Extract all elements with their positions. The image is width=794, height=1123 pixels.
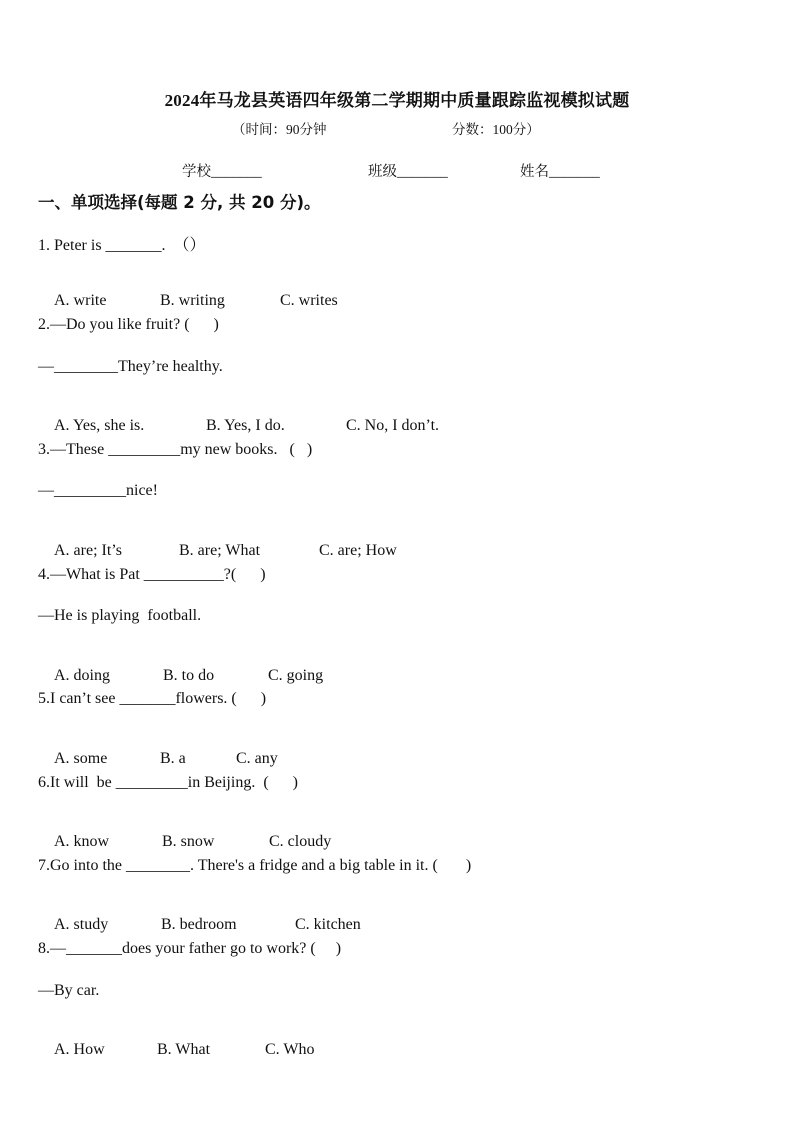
exam-time: （时间：90分钟 [232,122,327,137]
option-b: B. What [157,1041,211,1058]
option-b: B. a [160,750,186,767]
option-c: C. writes [280,292,338,309]
option-c: C. any [236,750,278,767]
question-8-options [38,1023,314,1077]
option-a: A. doing [54,667,110,684]
school-field: 学校_______ [182,164,262,180]
question-6-stem: 6.It will be _________in Beijing. ( ) [38,774,298,791]
option-b: B. writing [160,292,225,309]
option-c: C. Who [265,1041,315,1058]
question-8-stem: 8.—_______does your father go to work? ( ) [38,940,342,957]
option-a: A. How [54,1041,105,1058]
exam-score: 分数：100分） [452,122,540,137]
option-c: C. kitchen [295,916,361,933]
question-7-stem: 7.Go into the ________. There's a fridge and a big table in it. ( ) [38,857,472,874]
question-2-stem: 2.—Do you like fruit? ( ) [38,316,219,333]
option-a: A. write [54,292,107,309]
option-b: B. are; What [179,542,261,559]
option-a: A. Yes, she is. [54,417,145,434]
option-a: A. study [54,916,109,933]
option-b: B. Yes, I do. [206,417,285,434]
question-3-stem: 3.—These _________my new books. ( ) [38,441,313,458]
option-b: B. to do [163,667,215,684]
question-1-stem: 1. Peter is _______. （） [38,237,206,254]
section-heading: 一、单项选择(每题 2 分, 共 20 分)。 [38,193,321,212]
question-2-answer-line: —________They’re healthy. [38,358,223,375]
exam-title: 2024年马龙县英语四年级第二学期期中质量跟踪监视模拟试题 [164,91,630,110]
option-a: A. know [54,833,110,850]
option-c: C. cloudy [269,833,332,850]
name-field: 姓名_______ [520,164,600,180]
question-3-answer-line: —_________nice! [38,482,158,499]
option-c: C. going [268,667,324,684]
option-c: C. are; How [319,542,397,559]
option-a: A. are; It’s [54,542,122,559]
question-4-answer-line: —He is playing football. [38,607,202,624]
option-a: A. some [54,750,108,767]
option-b: B. bedroom [161,916,237,933]
class-field: 班级_______ [368,164,448,180]
option-b: B. snow [162,833,215,850]
question-8-answer-line: —By car. [38,982,100,999]
question-5-stem: 5.I can’t see _______flowers. ( ) [38,690,267,707]
question-4-stem: 4.—What is Pat __________?( ) [38,566,266,583]
option-c: C. No, I don’t. [346,417,440,434]
